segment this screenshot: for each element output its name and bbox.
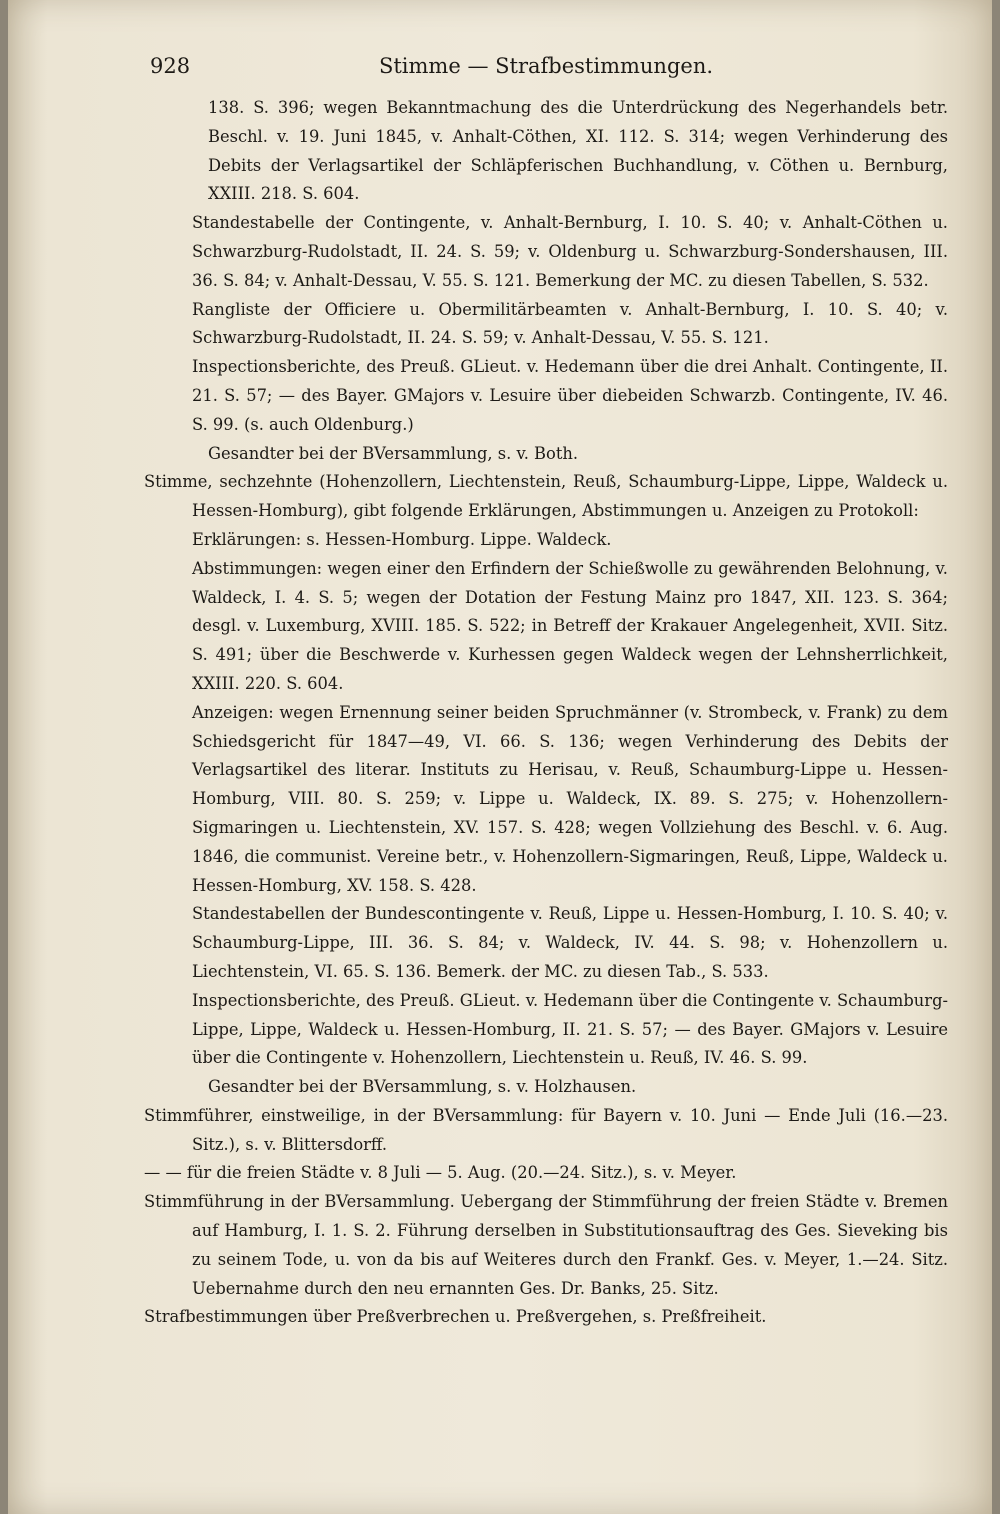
entry-erklaerungen: Erklärungen: s. Hessen-Homburg. Lippe. Waldeck.	[192, 529, 612, 549]
entry-standestabelle: Standestabelle der Contingente, v. Anhalt-Bernburg, I. 10. S. 40; v. Anhalt-Cöthen u. Schwarzburg-Rudolstadt, II. 24. S. 59; v. Oldenburg u. Schwarzburg-Sondershausen, III. 36. S. 84; v. Anhalt-Dessau, V. 55. S. 121. Bemerkung der MC. zu diesen Tabellen, S. 532.	[192, 213, 948, 290]
entry-stimmfuehrung: Stimmführung in der BVersammlung. Uebergang der Stimmführung der freien Städte v. Bremen auf Hamburg, I. 1. S. 2. Führung derselben in Substitutionsauftrag des Ges. Sieveking bis zu seinem Tode, u. von da bis auf Weiteres durch den Frankf. Ges. v. Meyer, 1.—24. Sitz. Uebernahme durch den neu ernannten Ges. Dr. Banks, 25. Sitz.	[144, 1192, 948, 1298]
entry-gesandter: Gesandter bei der BVersammlung, s. v. Both.	[208, 443, 579, 463]
page-text	[144, 52, 948, 1332]
book-page	[8, 0, 992, 1514]
entry-stimmfuehrer-staedte: — — für die freien Städte v. 8 Juli — 5. Aug. (20.—24. Sitz.), s. v. Meyer.	[144, 1163, 737, 1183]
entry-anzeigen: Anzeigen: wegen Ernennung seiner beiden Spruchmänner (v. Strombeck, v. Frank) zu dem Schiedsgericht für 1847—49, VI. 66. S. 136; wegen Verhinderung des Debits der Verlagsartikel des literar. Instituts zu Herisau, v. Reuß, Schaumburg-Lippe u. Hessen-Homburg, VIII. 80. S. 259; v. Lippe u. Waldeck, IX. 89. S. 275; v. Hohenzollern-Sigmaringen u. Liechtenstein, XV. 157. S. 428; wegen Vollziehung des Beschl. v. 6. Aug. 1846, die communist. Vereine betr., v. Hohenzollern-Sigmaringen, Reuß, Lippe, Waldeck u. Hessen-Homburg, XV. 158. S. 428.	[192, 702, 948, 895]
page-number: 928	[150, 54, 191, 78]
page-header	[144, 52, 948, 94]
entry-inspectionsberichte: Inspectionsberichte, des Preuß. GLieut. v. Hedemann über die drei Anhalt. Contingente, II. 21. S. 57; — des Bayer. GMajors v. Lesuire über diebeiden Schwarzb. Contingente, IV. 46. S. 99. (s. auch Oldenburg.)	[192, 357, 948, 434]
entry-stimmfuehrer: Stimmführer, einstweilige, in der BVersammlung: für Bayern v. 10. Juni — Ende Juli (16.—23. Sitz.), s. v. Blittersdorff.	[144, 1105, 948, 1154]
running-head: Stimme — Strafbestimmungen.	[378, 54, 714, 78]
entry-gesandter-2: Gesandter bei der BVersammlung, s. v. Holzhausen.	[208, 1077, 637, 1097]
entry-rangliste: Rangliste der Officiere u. Obermilitärbeamten v. Anhalt-Bernburg, I. 10. S. 40; v. Schwarzburg-Rudolstadt, II. 24. S. 59; v. Anhalt-Dessau, V. 55. S. 121.	[192, 299, 948, 348]
entry-standestabellen: Standestabellen der Bundescontingente v. Reuß, Lippe u. Hessen-Homburg, I. 10. S. 40; v. Schaumburg-Lippe, III. 36. S. 84; v. Waldeck, IV. 44. S. 98; v. Hohenzollern u. Liechtenstein, VI. 65. S. 136. Bemerk. der MC. zu diesen Tab., S. 533.	[192, 904, 948, 981]
entry-continuation: 138. S. 396; wegen Bekanntmachung des die Unterdrückung des Negerhandels betr. Beschl. v. 19. Juni 1845, v. Anhalt-Cöthen, XI. 112. S. 314; wegen Verhinderung des Debits der Verlagsartikel der Schläpferischen Buchhandlung, v. Cöthen u. Bernburg, XXIII. 218. S. 604.	[208, 98, 948, 204]
entry-abstimmungen: Abstimmungen: wegen einer den Erfindern der Schießwolle zu gewährenden Belohnung, v. Waldeck, I. 4. S. 5; wegen der Dotation der Festung Mainz pro 1847, XII. 123. S. 364; desgl. v. Luxemburg, XVIII. 185. S. 522; in Betreff der Krakauer Angelegenheit, XVII. Sitz. S. 491; über die Beschwerde v. Kurhessen gegen Waldeck wegen der Lehnsherrlichkeit, XXIII. 220. S. 604.	[192, 558, 948, 693]
entry-inspectionsberichte-2: Inspectionsberichte, des Preuß. GLieut. v. Hedemann über die Contingente v. Schaumburg-Lippe, Lippe, Waldeck u. Hessen-Homburg, II. 21. S. 57; — des Bayer. GMajors v. Lesuire über die Contingente v. Hohenzollern, Liechtenstein u. Reuß, IV. 46. S. 99.	[192, 990, 948, 1068]
entry-stimme-sechzehnte: Stimme, sechzehnte (Hohenzollern, Liechtenstein, Reuß, Schaumburg-Lippe, Lippe, Waldeck u. Hessen-Homburg), gibt folgende Erklärungen, Abstimmungen u. Anzeigen zu Protokoll:	[144, 472, 948, 521]
entry-strafbestimmungen: Strafbestimmungen über Preßverbrechen u. Preßvergehen, s. Preßfreiheit.	[144, 1307, 767, 1327]
